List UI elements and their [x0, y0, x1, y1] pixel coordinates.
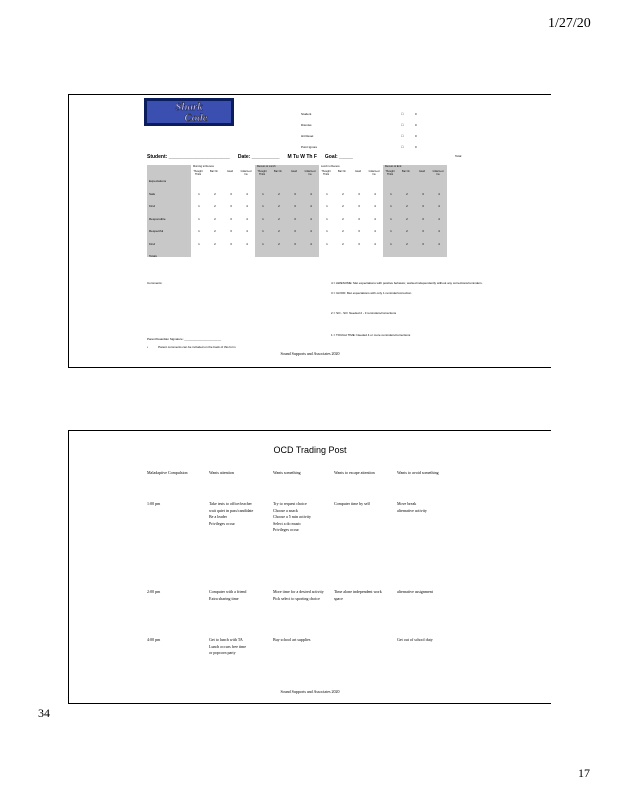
- rating-cell: 3: [230, 241, 232, 246]
- legend-item: 2 = SO - SO: Needed 2 - 3 reminders/corrections: [331, 311, 397, 315]
- svg-text:Shark: Shark: [175, 101, 203, 113]
- table-header: Wants something: [273, 470, 301, 475]
- column-group-header: Recess to Lunch: [257, 165, 276, 168]
- checkbox-icon: ☐: [401, 112, 404, 116]
- slide-title: OCD Trading Post: [273, 445, 347, 455]
- row-label: Totals: [149, 254, 157, 258]
- rating-cell: 3: [294, 216, 296, 221]
- rating-cell: 1: [326, 191, 328, 196]
- legend-item: 3 = GOOD: Met expectations with only 1 reminder/correction: [331, 291, 412, 295]
- table-cell: [209, 589, 261, 602]
- rating-cell: 2: [406, 191, 408, 196]
- rating-cell: 1: [390, 229, 392, 233]
- sub-header: Thought Think: [257, 170, 267, 176]
- cell-line: Choose a 5 min activity: [273, 514, 311, 519]
- rating-cell: 2: [406, 204, 408, 208]
- table-cell: [397, 589, 449, 596]
- sub-header: Thought Think: [385, 170, 395, 176]
- rating-cell: 1: [198, 191, 200, 196]
- student-field: Student: ______________________: [147, 154, 230, 160]
- rating-cell: 2: [278, 204, 280, 208]
- sub-header: Good: [354, 170, 362, 173]
- rating-cell: 3: [422, 191, 424, 196]
- cell-line: Get out of school duty: [397, 637, 433, 642]
- rating-cell: 4: [438, 229, 440, 233]
- rating-cell: 4: [374, 191, 376, 196]
- parent-comments-note: • Parent comments can be included on the back of this form: [147, 345, 236, 349]
- star-row-value: 0: [415, 123, 417, 127]
- table-header: Wants to escape attention: [334, 470, 375, 475]
- table-header: Wants attention: [209, 470, 234, 475]
- sub-header: Bar On: [338, 170, 346, 173]
- rating-cell: 1: [390, 191, 392, 196]
- column-group-header: Recess to End: [385, 165, 402, 168]
- cell-line: Buy school art supplies: [273, 637, 311, 642]
- sub-header: Thought Think: [193, 170, 203, 176]
- row-label: Safe: [149, 191, 156, 196]
- rating-cell: 2: [214, 241, 216, 246]
- rating-cell: 2: [342, 216, 344, 221]
- behavior-chart-slide: [68, 94, 551, 368]
- rating-cell: 4: [438, 204, 440, 208]
- rating-cell: 3: [358, 204, 360, 208]
- rating-cell: 4: [438, 191, 440, 196]
- parent-signature-line: Parent/Guardian Signature: ______________________: [147, 337, 222, 341]
- star-row-value: 0: [415, 145, 417, 149]
- rating-cell: 1: [390, 204, 392, 208]
- left-page-number: 34: [38, 706, 50, 720]
- sub-header: Bar On: [274, 170, 282, 173]
- rating-cell: 1: [326, 229, 328, 233]
- rating-cell: 1: [390, 216, 392, 221]
- table-header: Wants to avoid something: [397, 470, 439, 475]
- cell-line: Select a do music: [273, 520, 302, 526]
- rating-cell: 4: [310, 229, 312, 233]
- table-cell: [273, 501, 325, 534]
- days-field: M Tu W Th F: [287, 154, 317, 160]
- student-info-row: [147, 154, 467, 160]
- time-cell: 2:00 pm: [147, 589, 161, 594]
- rating-cell: 4: [246, 229, 248, 233]
- rating-cell: 2: [342, 191, 344, 196]
- rating-cell: 3: [358, 191, 360, 196]
- rating-cell: 2: [278, 241, 280, 246]
- rating-cell: 1: [262, 216, 264, 221]
- table-cell: [397, 501, 449, 514]
- rating-cell: 4: [438, 216, 440, 221]
- rating-cell: 3: [294, 241, 296, 246]
- legend-item: 1 = TOUGH TIME: Needed 4 or more reminders/corrections: [331, 333, 411, 337]
- rating-cell: 2: [214, 191, 216, 196]
- table-cell: [334, 501, 386, 508]
- rating-cell: 3: [230, 216, 232, 221]
- star-row-label: Dismiss: [301, 123, 312, 127]
- cell-line: Time alone independent work space: [334, 589, 382, 601]
- time-cell: 1:00 pm: [147, 501, 161, 506]
- table-cell: [209, 637, 261, 657]
- row-label: Expectations: [149, 179, 167, 183]
- sub-header: Initial Led Ins: [240, 170, 252, 176]
- sub-header: Thought Think: [321, 170, 331, 176]
- star-row-label: Student: [301, 112, 312, 116]
- rating-cell: 2: [214, 216, 216, 221]
- checkbox-icon: ☐: [401, 145, 404, 149]
- rating-cell: 4: [246, 204, 248, 208]
- rating-cell: 1: [326, 204, 328, 208]
- rating-cell: 4: [374, 241, 376, 246]
- cell-line: Get to lunch with TA: [209, 637, 243, 642]
- star-row-label: Hit Reset: [301, 134, 314, 138]
- sub-header: Bar On: [210, 170, 218, 173]
- rating-cell: 3: [294, 229, 296, 233]
- column-group-header: Morning to Recess: [193, 165, 214, 168]
- rating-cell: 3: [294, 191, 296, 196]
- star-summary: [301, 109, 417, 153]
- rating-cell: 4: [438, 241, 440, 246]
- rating-cell: 3: [358, 229, 360, 233]
- cell-line: Take tests to office/teacher: [209, 501, 252, 506]
- rating-cell: 3: [294, 204, 296, 208]
- rating-cell: 3: [230, 191, 232, 196]
- cell-line: Pick select to sporting choice: [273, 595, 320, 601]
- cell-line: Lunch occurs free time: [209, 643, 246, 649]
- checkbox-icon: ☐: [401, 134, 404, 138]
- rating-cell: 2: [278, 191, 280, 196]
- table-cell: [209, 501, 261, 527]
- column-group-header: Lunch to Recess: [321, 165, 340, 168]
- star-row-value: 0: [415, 134, 417, 138]
- table-cell: [273, 589, 325, 602]
- table-header: Maladaptive Compulsion: [147, 470, 188, 475]
- rating-cell: 2: [214, 204, 216, 208]
- trading-post-slide: [68, 430, 551, 704]
- row-label: Kind: [149, 241, 156, 246]
- checkbox-icon: ☐: [401, 123, 404, 127]
- rating-cell: 4: [374, 229, 376, 233]
- sub-header: Initial Led Ins: [368, 170, 380, 176]
- cell-line: Privileges occur: [273, 527, 299, 532]
- rating-cell: 4: [374, 216, 376, 221]
- cell-line: Extra sharing time: [209, 595, 239, 601]
- cell-line: wait quiet in pass/candidate: [209, 507, 254, 513]
- rating-cell: 2: [278, 216, 280, 221]
- star-row: [301, 109, 417, 120]
- rating-cell: 4: [246, 191, 248, 196]
- svg-text:Code: Code: [184, 112, 208, 124]
- rating-cell: 4: [246, 216, 248, 221]
- rating-cell: 1: [262, 191, 264, 196]
- cell-line: Move break: [397, 501, 417, 506]
- rating-cell: 2: [406, 229, 408, 233]
- cell-line: Privileges occur: [209, 520, 235, 526]
- star-row: [301, 120, 417, 131]
- cell-line: More time for a desired activity: [273, 589, 324, 594]
- cell-line: alternative assignment: [397, 589, 433, 594]
- rating-cell: 3: [358, 241, 360, 246]
- cell-line: Choose a snack: [273, 507, 298, 513]
- rating-cell: 3: [422, 229, 424, 233]
- legend-item: 4 = AWESOME: Met expectations with positive behavior, worked independently without any corrections/reminders.: [331, 281, 483, 285]
- rating-cell: 1: [198, 241, 200, 246]
- star-row: [301, 131, 417, 142]
- cell-line: alternative activity: [397, 507, 427, 513]
- cell-line: Try to request choice: [273, 501, 307, 506]
- rating-cell: 2: [406, 241, 408, 246]
- rating-cell: 4: [310, 204, 312, 208]
- rating-cell: 1: [390, 241, 392, 246]
- rating-cell: 3: [422, 216, 424, 221]
- slide-footer: Sound Supports and Associates 2020: [280, 351, 340, 356]
- comments-label: Comments:: [147, 281, 163, 285]
- table-cell: [273, 637, 325, 644]
- rating-cell: 2: [342, 241, 344, 246]
- rating-cell: 2: [278, 229, 280, 233]
- table-cell: [334, 589, 386, 602]
- rating-cell: 1: [198, 216, 200, 221]
- rating-cell: 2: [406, 216, 408, 221]
- sub-header: Bar On: [402, 170, 410, 173]
- row-label: Kind: [149, 204, 156, 208]
- cell-line: Computer with a friend: [209, 589, 247, 594]
- total-header: Total: [455, 154, 462, 158]
- cell-line: Computer time by self: [334, 501, 370, 506]
- rating-cell: 1: [198, 204, 200, 208]
- right-page-number: 17: [578, 766, 590, 780]
- sub-header: Initial Led Ins: [432, 170, 444, 176]
- sub-header: Good: [290, 170, 298, 173]
- rating-cell: 4: [246, 241, 248, 246]
- rating-cell: 3: [422, 241, 424, 246]
- rating-cell: 4: [310, 191, 312, 196]
- rating-cell: 1: [262, 241, 264, 246]
- rating-cell: 4: [310, 216, 312, 221]
- rating-cell: 1: [198, 229, 200, 233]
- rating-cell: 3: [422, 204, 424, 208]
- sub-header: Good: [226, 170, 234, 173]
- rating-cell: 3: [230, 204, 232, 208]
- slide-footer: Sound Supports and Associates 2020: [280, 689, 340, 694]
- star-row: [301, 142, 417, 153]
- row-label: Responsible: [149, 216, 166, 221]
- rating-cell: 1: [326, 241, 328, 246]
- cell-line: or popcorn party: [209, 650, 236, 655]
- rating-cell: 1: [326, 216, 328, 221]
- rating-cell: 4: [310, 241, 312, 246]
- rating-cell: 2: [342, 204, 344, 208]
- table-cell: [397, 637, 449, 644]
- rating-cell: 2: [214, 229, 216, 233]
- rating-cell: 3: [230, 229, 232, 233]
- cell-line: Be a leader: [209, 514, 227, 519]
- rating-cell: 1: [262, 229, 264, 233]
- rating-cell: 4: [374, 204, 376, 208]
- shark-code-logo: [144, 98, 234, 126]
- rating-cell: 3: [358, 216, 360, 221]
- time-cell: 4:00 pm: [147, 637, 161, 642]
- sub-header: Good: [418, 170, 426, 173]
- goal-field: Goal: _____: [324, 154, 353, 160]
- star-row-value: 0: [415, 112, 417, 116]
- page-date: 1/27/20: [548, 16, 591, 31]
- sub-header: Initial Led Ins: [304, 170, 316, 176]
- date-field: Date: __________: [237, 154, 280, 160]
- star-row-label: Point Ignore: [301, 145, 318, 149]
- rating-cell: 1: [262, 204, 264, 208]
- row-label: Respectful: [149, 229, 164, 233]
- rating-cell: 2: [342, 229, 344, 233]
